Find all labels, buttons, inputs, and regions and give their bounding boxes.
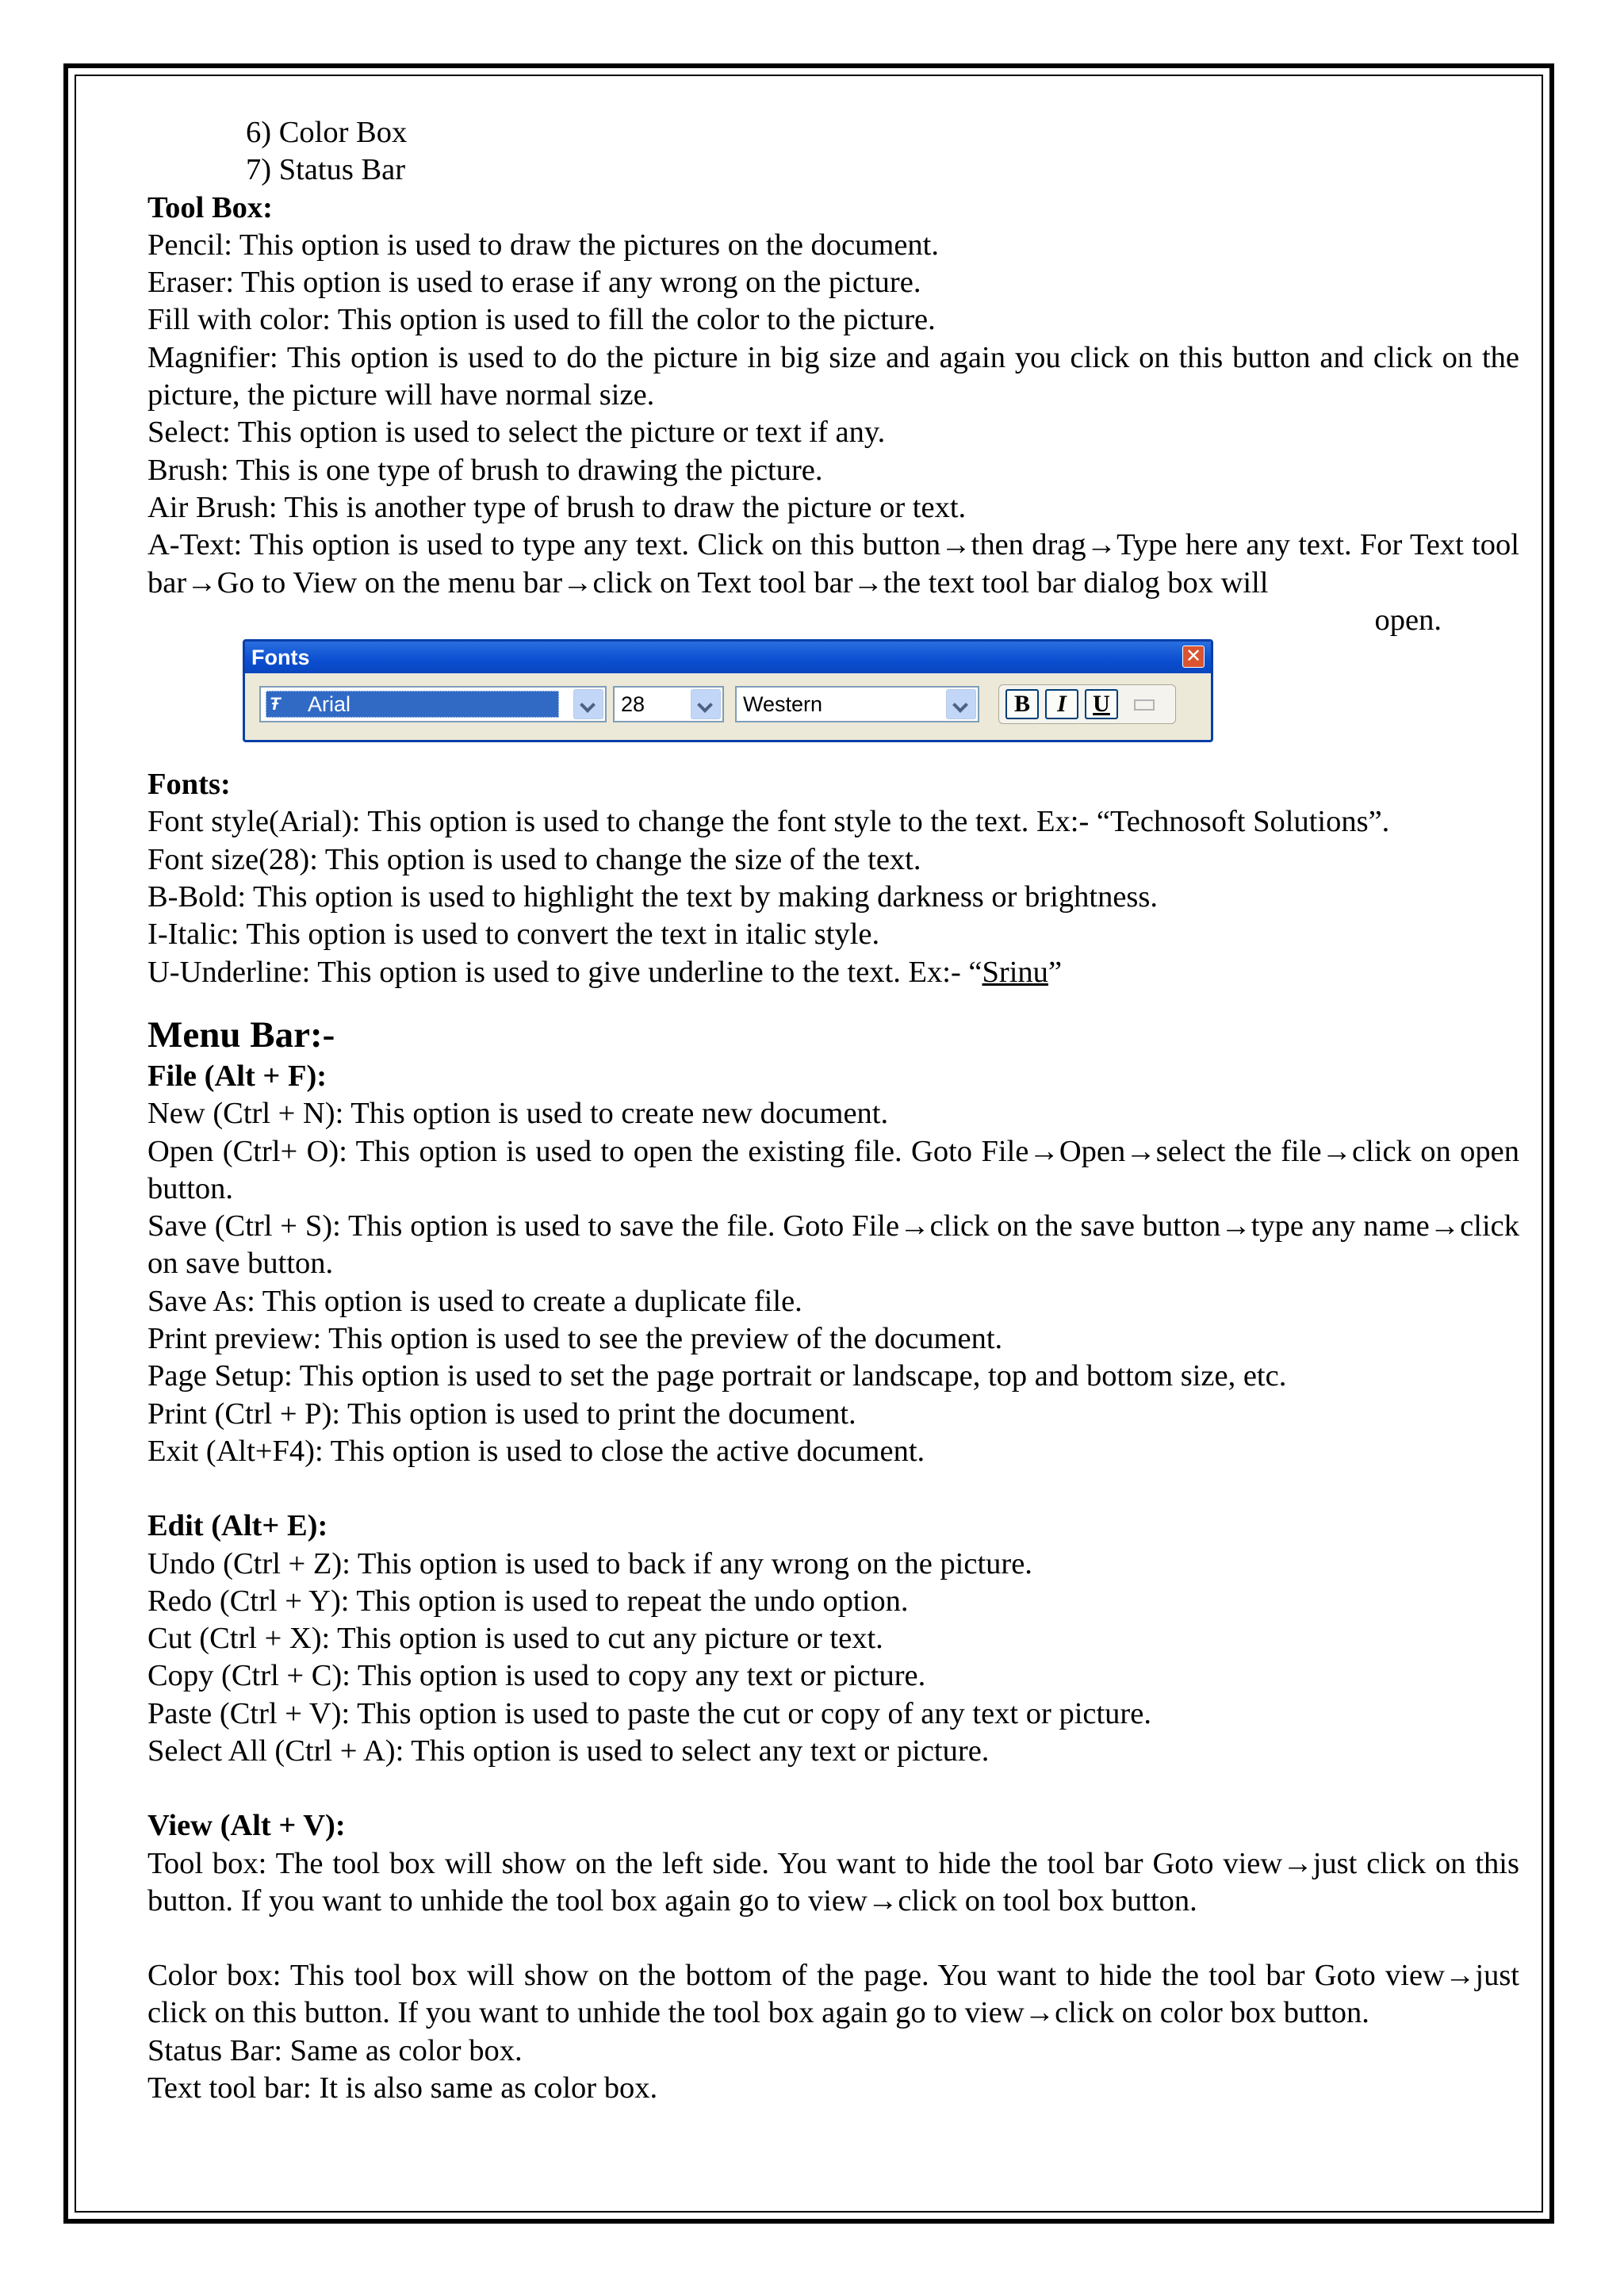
para-edit-cut: Cut (Ctrl + X): This option is used to cut any picture or text. — [147, 1622, 883, 1656]
chevron-down-icon[interactable] — [573, 689, 603, 719]
underline-text-post: ” — [1048, 955, 1063, 989]
fonts-dialog — [243, 639, 1213, 742]
para-atext-end: open. — [1374, 603, 1442, 637]
font-size-value: 28 — [621, 692, 645, 717]
heading-tool-box: Tool Box: — [147, 190, 273, 224]
vertical-text-icon[interactable] — [1132, 695, 1158, 715]
para-edit-paste: Paste (Ctrl + V): This option is used to paste the cut or copy of any text or picture. — [147, 1696, 1151, 1730]
close-icon[interactable]: ✕ — [1182, 646, 1205, 668]
spacer — [147, 1920, 1519, 1957]
para-font-size: Font size(28): This option is used to change the size of the text. — [147, 842, 921, 876]
para-airbrush: Air Brush: This is another type of brush to draw the picture or text. — [147, 490, 967, 524]
para-atext: A-Text: This option is used to type any text. Click on this button→then drag→Type here any text. For Text tool bar→Go to View on the menu bar→click on Text tool bar→the text tool bar dialog box will — [147, 528, 1519, 600]
heading-fonts: Fonts: — [147, 768, 231, 802]
truetype-icon: Ŧ — [270, 694, 281, 715]
chevron-down-icon[interactable] — [691, 689, 721, 719]
para-file-save: Save (Ctrl + S): This option is used to save the file. Goto File→click on the save button→type any name→click on save button. — [147, 1209, 1519, 1281]
fonts-dialog-body — [245, 673, 1211, 740]
document-body — [147, 114, 1519, 2107]
font-size-select[interactable] — [613, 686, 724, 722]
heading-view: View (Alt + V): — [147, 1809, 346, 1843]
font-script-select[interactable] — [735, 686, 979, 722]
para-view-texttoolbar: Text tool bar: It is also same as color box. — [147, 2071, 658, 2105]
font-script-value: Western — [743, 692, 823, 717]
para-eraser: Eraser: This option is used to erase if any wrong on the picture. — [147, 266, 921, 300]
heading-file: File (Alt + F): — [147, 1059, 327, 1093]
para-edit-copy: Copy (Ctrl + C): This option is used to copy any text or picture. — [147, 1659, 926, 1693]
para-edit-undo: Undo (Ctrl + Z): This option is used to back if any wrong on the picture. — [147, 1546, 1032, 1580]
spacer — [147, 1470, 1519, 1508]
para-file-setup: Page Setup: This option is used to set the page portrait or landscape, top and bottom size, etc. — [147, 1359, 1287, 1393]
para-select: Select: This option is used to select the picture or text if any. — [147, 416, 886, 450]
list-item-color-box: 6) Color Box — [246, 116, 408, 149]
para-file-saveas: Save As: This option is used to create a duplicate file. — [147, 1284, 802, 1318]
para-view-colorbox: Color box: This tool box will show on the bottom of the page. You want to hide the tool bar Goto view→just click on this button. If you want to unhide the tool box again go to view→click on color box button. — [147, 1959, 1519, 2030]
para-italic: I-Italic: This option is used to convert the text in italic style. — [147, 918, 880, 952]
para-edit-selectall: Select All (Ctrl + A): This option is used to select any text or picture. — [147, 1734, 990, 1768]
para-file-new: New (Ctrl + N): This option is used to create new document. — [147, 1097, 889, 1131]
bold-button[interactable]: B — [1005, 689, 1039, 719]
para-bold: B-Bold: This option is used to highlight the text by making darkness or brightness. — [147, 880, 1158, 914]
font-name-select[interactable] — [259, 686, 607, 722]
para-view-toolbox: Tool box: The tool box will show on the left side. You want to hide the tool bar Goto view→just click on this button. If you want to unhide the tool box again go to view→click on tool box button. — [147, 1846, 1519, 1918]
heading-menu-bar: Menu Bar:- — [147, 1013, 335, 1056]
list-item-status-bar: 7) Status Bar — [246, 153, 406, 187]
font-name-text: Arial — [308, 692, 351, 717]
spacer — [147, 1770, 1519, 1807]
italic-button[interactable]: I — [1045, 689, 1078, 719]
para-brush: Brush: This is one type of brush to drawing the picture. — [147, 453, 823, 487]
para-fill: Fill with color: This option is used to fill the color to the picture. — [147, 303, 936, 337]
chevron-down-icon[interactable] — [946, 689, 976, 719]
style-button-group — [998, 684, 1176, 724]
para-underline — [147, 954, 1519, 991]
para-view-statusbar: Status Bar: Same as color box. — [147, 2033, 523, 2067]
underline-text-pre: U-Underline: This option is used to give underline to the text. Ex:- “ — [147, 955, 982, 989]
para-edit-redo: Redo (Ctrl + Y): This option is used to repeat the undo option. — [147, 1584, 909, 1618]
underline-button[interactable]: U — [1085, 689, 1118, 719]
para-file-print: Print (Ctrl + P): This option is used to print the document. — [147, 1397, 856, 1431]
fonts-dialog-titlebar — [245, 642, 1211, 673]
para-file-preview: Print preview: This option is used to see the preview of the document. — [147, 1322, 1003, 1356]
heading-edit: Edit (Alt+ E): — [147, 1509, 328, 1543]
underline-example: Srinu — [982, 955, 1048, 989]
para-pencil: Pencil: This option is used to draw the pictures on the document. — [147, 228, 939, 262]
font-name-value — [266, 691, 559, 718]
fonts-dialog-title: Fonts — [251, 646, 310, 670]
para-font-style: Font style(Arial): This option is used to change the font style to the text. Ex:- “Technosoft Solutions”. — [147, 805, 1390, 839]
para-magnifier: Magnifier: This option is used to do the picture in big size and again you click on this button and click on the picture, the picture will have normal size. — [147, 340, 1519, 412]
para-file-exit: Exit (Alt+F4): This option is used to close the active document. — [147, 1434, 925, 1468]
para-file-open: Open (Ctrl+ O): This option is used to open the existing file. Goto File→Open→select the file→click on open button. — [147, 1134, 1519, 1205]
